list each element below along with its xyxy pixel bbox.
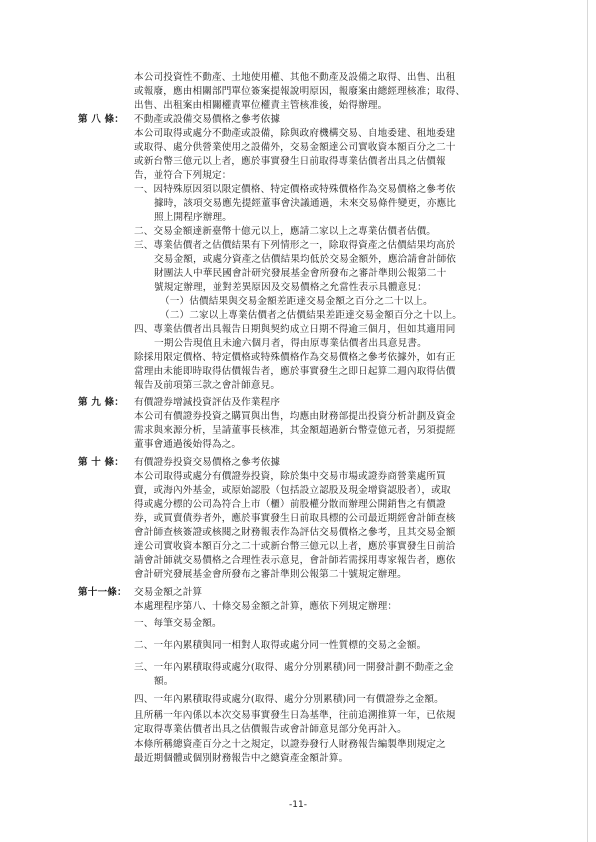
article-11-item: 一、每筆交易金額。 [134,618,222,629]
article-8-title: 不動產或設備交易價格之參考依據 [134,114,281,125]
article-8-label: 第 八 條： [78,114,124,125]
article-11-item: 四、一年內累積取得或處分(取得、處分分別累積)同一有價證券之金額。 [134,694,444,705]
article-8-body-line: 告，並符合下列規定： [134,170,232,181]
intro-line: 本公司投資性不動產、土地使用權、其他不動產及設備之取得、出售、出租 [134,72,456,83]
article-11-title: 交易金額之計算 [134,587,203,598]
article-11-label: 第十一條： [78,587,127,598]
article-9-body-line: 本公司有價證券投資之購買與出售，均應由財務部提出投資分析計劃及資金 [134,411,456,422]
article-10-body-line: 本公司取得或處分有價證券投資，除於集中交易市場或證券商營業處所買 [134,471,446,482]
article-8-item: 一、因特殊原因須以限定價格、特定價格或特殊價格作為交易價格之參考依 [134,184,456,195]
article-8-item-cont: 號規定辦理，並對差異原因及交易價格之允當性表示具體意見： [154,282,427,293]
article-8-subitem: （一）估價結果與交易金額差距達交易金額之百分之二十以上。 [160,296,433,307]
article-8-item-cont: 一期公告現值且未逾六個月者，得由原專業估價者出具意見書。 [154,338,427,349]
article-11-tail-line: 本條所稱總資產百分之十之規定，以證券發行人財務報告編製準則規定之 [134,739,446,750]
article-8-item-cont: 照上開程序辦理。 [154,212,232,223]
article-10-body-line: 請會計師就交易價格之合理性表示意見，會計師若需採用專家報告者，應依 [134,555,456,566]
article-8-body-line: 本公司取得或處分不動產或設備，除與政府機構交易、自地委建、租地委建 [134,128,456,139]
article-9-label: 第 九 條： [78,397,124,408]
scan-edge-line [587,0,588,842]
article-11-item-cont: 額。 [154,676,174,687]
article-10-body-line: 會計師查核簽證或核閱之財務報表作為評估交易價格之參考，且其交易金額 [134,527,456,538]
article-8-tail-line: 報告及前項第三款之會計師意見。 [134,380,281,391]
page-number: -11- [289,800,307,810]
article-10-body-line: 券，或買賣債券者外，應於事實發生日前取具標的公司最近期經會計師查核 [134,513,456,524]
article-9-body-line: 需求與來源分析，呈請董事長核准，其金額超過新台幣壹億元者，另須提經 [134,425,456,436]
article-8-body-line: 或新台幣三億元以上者，應於事實發生日前取得專業估價者出具之估價報 [134,156,446,167]
article-8-item-cont: 交易金額，或處分資產之估價結果均低於交易金額外，應洽請會計師依 [154,254,457,265]
article-8-body-line: 或取得、處分供營業使用之設備外，交易金額達公司實收資本額百分之二十 [134,142,456,153]
article-8-tail-line: 除採用限定價格、特定價格或特殊價格作為交易價格之參考依據外，如有正 [134,352,456,363]
article-9-title: 有價證券增減投資評估及作業程序 [134,397,281,408]
article-10-body-line: 得或處分標的公司為符合上市（櫃）前股權分散而辦理公開銷售之有價證 [134,499,446,510]
article-11-item: 三、一年內累積取得或處分(取得、處分分別累積)同一開發計劃不動產之金 [134,662,454,673]
article-10-title: 有價證券投資交易價格之參考依據 [134,457,281,468]
article-8-item: 二、交易金額達新臺幣十億元以上，應請二家以上之專業估價者估價。 [134,226,437,237]
article-10-body-line: 會計研究發展基金會所發布之審計準則公報第二十號規定辦理。 [134,569,407,580]
article-9-body-line: 董事會通過後始得為之。 [134,439,242,450]
article-11-tail-line: 定取得專業估價者出具之估價報告或會計師意見部分免再計入。 [134,724,407,735]
article-10-body-line: 達公司實收資本額百分之二十或新台幣三億元以上者，應於事實發生日前洽 [134,541,456,552]
intro-line: 或報廢，應由相關部門單位簽案提報說明原因，報廢案由總經理核准；取得、 [134,86,466,97]
intro-line: 出售、出租案由相關權責單位權責主管核准後，始得辦理。 [134,100,388,111]
article-8-tail-line: 當理由未能即時取得估價報告者，應於事實發生之即日起算二週內取得估價 [134,366,456,377]
article-8-subitem: （二）二家以上專業估價者之估價結果差距達交易金額百分之十以上。 [160,310,463,321]
article-10-label: 第 十 條： [78,457,124,468]
article-8-item-cont: 據時，該項交易應先提經董事會決議通過，未來交易條件變更，亦應比 [154,198,457,209]
article-11-tail-line: 最近期個體或個別財務報告中之總資產金額計算。 [134,753,349,764]
article-8-item: 三、專業估價者之估價結果有下列情形之一，除取得資產之估價結果均高於 [134,240,456,251]
article-11-item: 二、一年內累積與同一相對人取得或處分同一性質標的交易之金額。 [134,640,427,651]
article-8-item-cont: 財團法人中華民國會計研究發展基金會所發布之審計準則公報第二十 [154,268,447,279]
article-11-body-line: 本處理程序第八、十條交易金額之計算，應依下列規定辦理： [134,601,398,612]
article-10-body-line: 賣，或海內外基金，或原始認股（包括設立認股及現金增資認股者），或取 [134,485,451,496]
article-8-item: 四、專業估價者出具報告日期與契約成立日期不得逾三個月，但如其適用同 [134,324,456,335]
article-11-tail-line: 且所稱一年內係以本次交易事實發生日為基準，往前追溯推算一年，已依規 [134,710,456,721]
